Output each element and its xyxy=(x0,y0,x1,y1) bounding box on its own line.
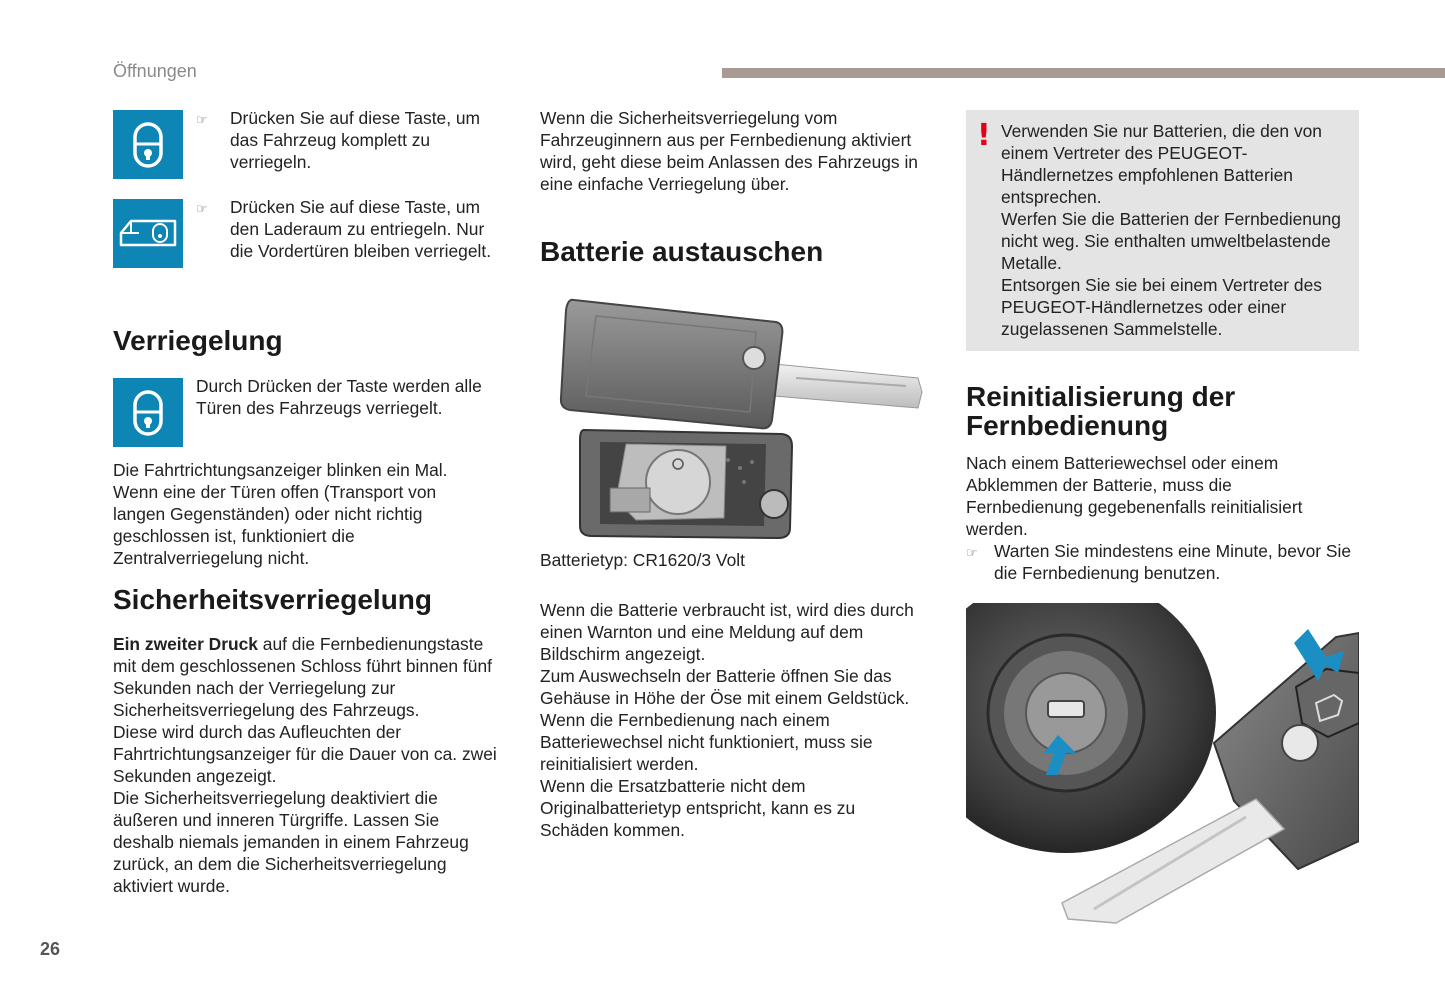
heading-battery: Batterie austauschen xyxy=(540,236,824,267)
padlock-closed-icon xyxy=(113,378,183,447)
deadlock-intro: Wenn die Sicherheitsverriegelung vom Fahrzeuginnern aus per Fernbedienung aktiviert wird, geht diese beim Anlassen des Fahrzeugs in eine einfache Verriegelung über. xyxy=(540,108,918,194)
heading-deadlock: Sicherheitsverriegelung xyxy=(113,584,433,615)
heading-reinit: Reinitialisierung der Fernbedienung xyxy=(966,381,1236,441)
deadlock-bold: Ein zweiter Druck xyxy=(113,634,258,654)
deadlock-text: Ein zweiter Druck auf die Fernbedienungstaste mit dem geschlossenen Schloss führt binnen fünf Sekunden nach der Verriegelung zur Sicherheitsverriegelung des Fahrzeugs. Diese wird durch das Aufleuchten der Fahrtrichtungsanzeiger für die Dauer von ca. zwei Sekunden angezeigt. Die Sicherheitsverriegelung deaktiviert die äußeren und inneren Türgriffe. Lassen Sie deshalb niemals jemanden in einem Fahrzeug zurück, an dem die Sicherheitsverriegelung aktiviert wurde. xyxy=(113,634,497,896)
pointing-hand-icon: ☞ xyxy=(196,201,208,216)
pointing-hand-icon: ☞ xyxy=(196,112,208,127)
warning-exclamation-icon: ! xyxy=(977,118,991,153)
pointing-hand-icon: ☞ xyxy=(966,545,978,560)
bullet-lock-all: ☞ Drücken Sie auf diese Taste, um das Fahrzeug komplett zu verriegeln. xyxy=(196,108,481,172)
van-unlock-icon xyxy=(113,199,183,268)
lock-button-icon-box xyxy=(113,110,183,179)
battery-warning-box: Verwenden Sie nur Batterien, die den von einem Vertreter des PEUGEOT-Händlernetzes empfohlenen Batterien entsprechen. Werfen Sie die Batterien der Fernbedienung nicht weg. Sie enthalten umweltbelastende Metalle. Entsorgen Sie sie bei einem Vertreter des PEUGEOT-Händlernetzes oder einer zugelassenen Sammelstelle. xyxy=(966,110,1359,351)
header-bar xyxy=(722,68,1445,78)
cargo-button-icon-box xyxy=(113,199,183,268)
locking-paragraph: Die Fahrtrichtungsanzeiger blinken ein Mal. Wenn eine der Türen offen (Transport von langen Gegenständen) oder nicht richtig geschlossen ist, funktioniert die Zentralverriegelung nicht. xyxy=(113,460,448,568)
reinit-bullet: ☞ Warten Sie mindestens eine Minute, bevor Sie die Fernbedienung benutzen. xyxy=(966,541,1352,583)
section-header: Öffnungen xyxy=(113,61,197,81)
reinit-text: Nach einem Batteriewechsel oder einem Abklemmen der Batterie, muss die Fernbedienung gegebenenfalls reinitialisiert werden. xyxy=(966,453,1303,539)
page-number: 26 xyxy=(40,939,61,959)
heading-locking: Verriegelung xyxy=(113,325,283,356)
battery-instructions: Wenn die Batterie verbraucht ist, wird dies durch einen Warnton und eine Meldung auf dem Bildschirm angezeigt. Zum Auswechseln der Batterie öffnen Sie das Gehäuse in Höhe der Öse mit einem Geldstück. Wenn die Fernbedienung nach einem Batteriewechsel nicht funktioniert, muss sie reinitialisiert werden. Wenn die Ersatzbatterie nicht dem Originalbatterietyp entspricht, kann es zu Schäden kommen. xyxy=(540,600,914,840)
battery-type: Batterietyp: CR1620/3 Volt xyxy=(540,550,745,570)
locking-text: Durch Drücken der Taste werden alle Türen des Fahrzeugs verriegelt. xyxy=(196,376,482,418)
padlock-closed-icon xyxy=(113,110,183,179)
ignition-key-illustration xyxy=(966,603,1359,930)
locking-icon-box xyxy=(113,378,183,447)
key-battery-illustration xyxy=(556,292,926,542)
bullet-unlock-cargo: ☞ Drücken Sie auf diese Taste, um den Laderaum zu entriegeln. Nur die Vordertüren bleiben verriegelt. xyxy=(196,197,492,261)
